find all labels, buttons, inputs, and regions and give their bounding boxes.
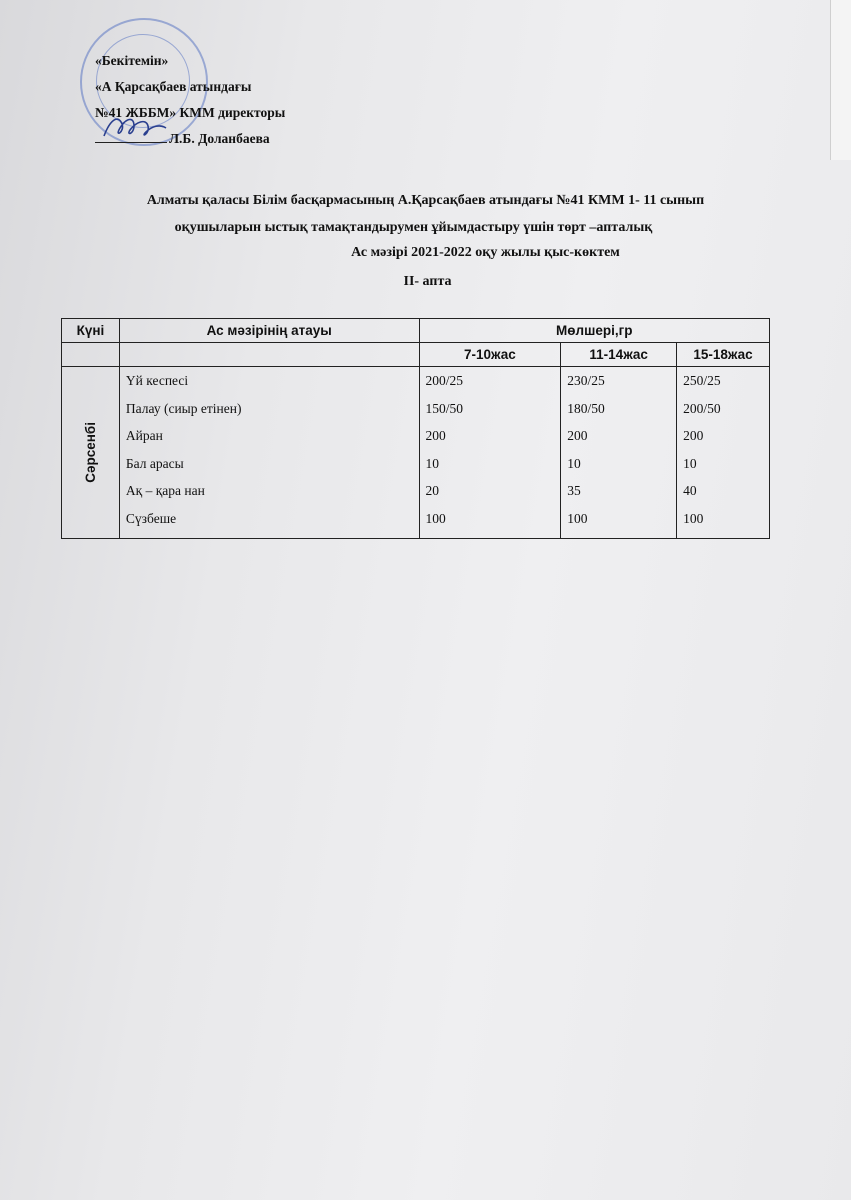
title-line-4: ІІ- апта xyxy=(403,274,452,289)
dish-item: Бал арасы xyxy=(125,455,184,471)
dish-item: Сүзбеше xyxy=(125,510,177,526)
approval-line-2: «А Қарсақбаев атындағы xyxy=(95,79,252,94)
amount-value: 200/50 xyxy=(683,400,721,416)
adjacent-paper-edge xyxy=(830,0,851,160)
amounts-age-7-10 xyxy=(419,367,561,539)
subheader-empty-day xyxy=(62,343,120,367)
title-line-3: Ас мәзірі 2021-2022 оқу жылы қыс-көктем xyxy=(351,245,620,260)
subheader-empty-menu xyxy=(119,343,419,367)
amount-value: 150/50 xyxy=(425,400,464,416)
amount-value: 100 xyxy=(683,510,704,526)
header-amount: Мөлшері,гр xyxy=(419,319,770,343)
title-line-2: оқушыларын ыстық тамақтандырумен ұйымдастыру үшін төрт –апталық xyxy=(174,220,653,235)
dish-list xyxy=(119,367,419,539)
header-age-7-10: 7-10жас xyxy=(419,343,561,367)
header-row xyxy=(62,319,770,343)
day-label: Сәрсенбі xyxy=(82,422,98,483)
dish-item: Ақ – қара нан xyxy=(125,483,205,498)
amount-value: 230/25 xyxy=(567,373,605,388)
header-day: Күні xyxy=(62,319,120,343)
amount-value: 100 xyxy=(567,510,588,526)
approval-line-3: №41 ЖББМ» КММ директоры xyxy=(95,105,286,120)
amount-value: 10 xyxy=(425,455,439,471)
menu-table xyxy=(61,318,770,539)
approval-signer: Л.Б. Доланбаева xyxy=(169,131,270,146)
amount-value: 10 xyxy=(567,455,581,471)
dish-item: Палау (сиыр етінен) xyxy=(125,400,242,416)
approval-line-1: «Бекітемін» xyxy=(95,53,169,68)
amount-value: 180/50 xyxy=(567,400,605,416)
amount-value: 40 xyxy=(683,483,697,498)
amount-value: 200 xyxy=(425,428,446,443)
amount-value: 100 xyxy=(425,510,446,526)
amount-value: 10 xyxy=(683,455,697,471)
header-age-15-18: 15-18жас xyxy=(677,343,770,367)
amounts-age-15-18 xyxy=(677,367,770,539)
amount-value: 250/25 xyxy=(683,373,721,388)
amount-value: 200 xyxy=(683,428,704,443)
title-line-1: Алматы қаласы Білім басқармасының А.Қарсақбаев атындағы №41 КММ 1- 11 сынып xyxy=(146,193,705,208)
dish-item: Айран xyxy=(125,428,163,443)
amount-value: 20 xyxy=(425,483,439,498)
dish-item: Үй кеспесі xyxy=(125,373,189,388)
amount-value: 35 xyxy=(567,483,581,498)
day-cell xyxy=(62,367,120,539)
amount-value: 200 xyxy=(567,428,588,443)
subheader-row xyxy=(62,343,770,367)
day-row xyxy=(62,367,770,539)
amounts-age-11-14 xyxy=(561,367,677,539)
header-menu-name: Ас мәзірінің атауы xyxy=(119,319,419,343)
header-age-11-14: 11-14жас xyxy=(561,343,677,367)
handwritten-signature xyxy=(100,110,170,144)
amount-value: 200/25 xyxy=(425,373,464,388)
